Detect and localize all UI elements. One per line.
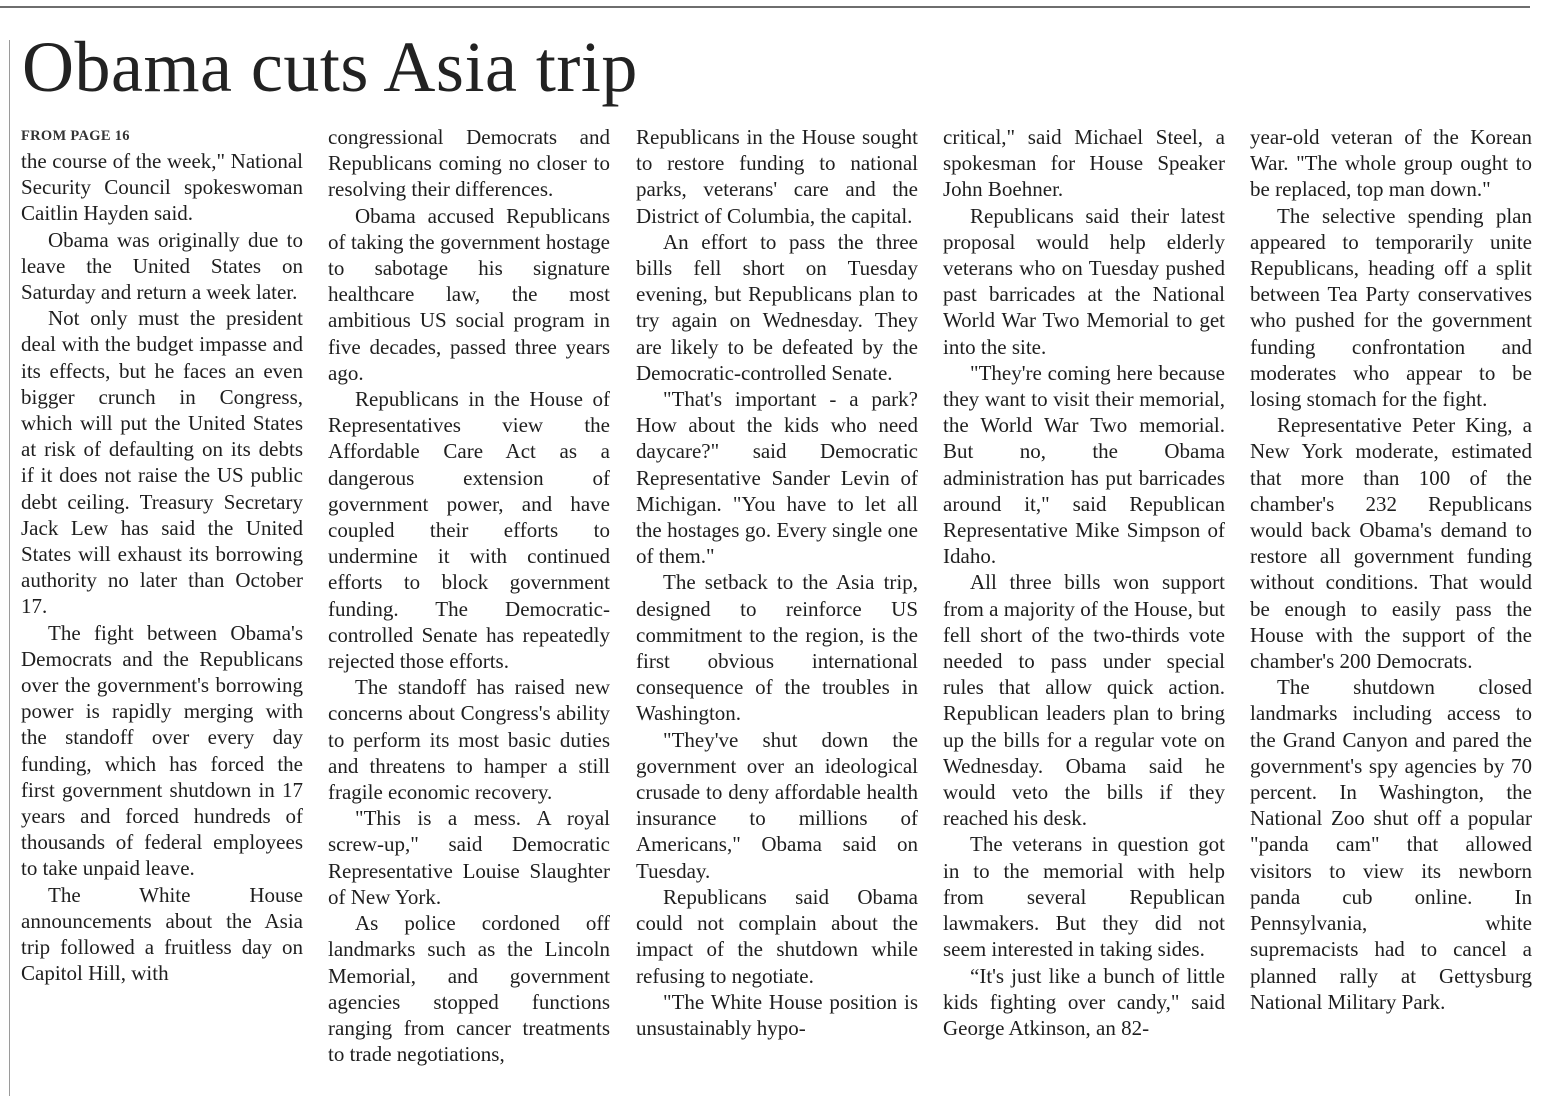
left-column-rule [9, 40, 10, 1096]
article-paragraph: Not only must the president deal with the budget impasse and its effects, but he faces an even bigger crunch in Congress, which will put the United States at risk of defaulting on its debts if it does not raise the US public debt ceiling. Treasury Secretary Jack Lew has said the United States will exhaust its borrowing authority no later than October 17. [21, 306, 303, 619]
article-paragraph: As police cordoned off landmarks such as the Lincoln Memorial, and government agencies stopped functions ranging from cancer treatments to trade negotiations, [328, 911, 610, 1067]
article-paragraph: Obama accused Republicans of taking the government hostage to sabotage his signature healthcare law, the most ambitious US social program in five decades, passed three years ago. [328, 203, 610, 385]
article-paragraph: All three bills won support from a majority of the House, but fell short of the two-thirds vote needed to pass under special rules that allow quick action. Republican leaders plan to bring up the bills for a regular vote on Wednesday. Obama said he would veto the bills if they reached his desk. [943, 570, 1225, 831]
article-column-5 [1250, 124, 1532, 1096]
article-paragraph: Representative Peter King, a New York moderate, estimated that more than 100 of the chamber's 232 Republicans would back Obama's demand to restore all government funding without conditions. That would be enough to easily pass the House with the support of the chamber's 200 Democrats. [1250, 413, 1532, 674]
article-paragraph: The standoff has raised new concerns about Congress's ability to perform its most basic duties and threatens to hamper a still fragile economic recovery. [328, 675, 610, 805]
article-paragraph: The setback to the Asia trip, designed to reinforce US commitment to the region, is the first obvious international consequence of the troubles in Washington. [636, 570, 918, 726]
article-paragraph: "They're coming here because they want to visit their memorial, the World War Two memorial. But no, the Obama administration has put barricades around it," said Republican Representative Mike Simpson of Idaho. [943, 360, 1225, 569]
article-paragraph: "The White House position is unsustainably hypo- [636, 989, 918, 1040]
article-paragraph: Republicans in the House sought to restore funding to national parks, veterans' care and the District of Columbia, the capital. [636, 125, 918, 228]
top-rule [0, 6, 1530, 8]
article-paragraph: Republicans said Obama could not complain about the impact of the shutdown while refusing to negotiate. [636, 884, 918, 988]
article-paragraph: The fight between Obama's Democrats and the Republicans over the government's borrowing power is rapidly merging with the standoff over every day funding, which has forced the first government shutdown in 17 years and forced hundreds of thousands of federal employees to take unpaid leave. [21, 620, 303, 881]
article-column-1 [21, 124, 303, 1096]
article-paragraph: year-old veteran of the Korean War. "The whole group ought to be replaced, top man down." [1250, 125, 1532, 202]
article-paragraph: “It's just like a bunch of little kids fighting over candy," said George Atkinson, an 82- [943, 963, 1225, 1040]
article-paragraph: Republicans said their latest proposal would help elderly veterans who on Tuesday pushed past barricades at the National World War Two Memorial to get into the site. [943, 203, 1225, 359]
article-paragraph: The White House announcements about the Asia trip followed a fruitless day on Capitol Hill, with [21, 882, 303, 986]
article-column-4 [943, 124, 1225, 1096]
article-paragraph: critical," said Michael Steel, a spokesman for House Speaker John Boehner. [943, 125, 1225, 202]
article-paragraph: Obama was originally due to leave the United States on Saturday and return a week later. [21, 227, 303, 305]
article-paragraph: "They've shut down the government over an ideological crusade to deny affordable health insurance to millions of Americans," Obama said on Tuesday. [636, 727, 918, 883]
article-paragraph: Republicans in the House of Representatives view the Affordable Care Act as a dangerous extension of government power, and have coupled their efforts to undermine it with continued efforts to block government funding. The Democratic-controlled Senate has repeatedly rejected those efforts. [328, 387, 610, 674]
article-paragraph: The selective spending plan appeared to temporarily unite Republicans, heading off a split between Tea Party conservatives who pushed for the government funding confrontation and moderates who appear to be losing stomach for the fight. [1250, 203, 1532, 412]
article-paragraph: The veterans in question got in to the memorial with help from several Republican lawmakers. But they did not seem interested in taking sides. [943, 832, 1225, 962]
article-paragraph: congressional Democrats and Republicans coming no closer to resolving their differences. [328, 125, 610, 202]
article-paragraph: An effort to pass the three bills fell short on Tuesday evening, but Republicans plan to try again on Wednesday. They are likely to be defeated by the Democratic-controlled Senate. [636, 229, 918, 385]
article-body [21, 124, 1533, 1096]
jump-kicker: FROM PAGE 16 [21, 128, 130, 144]
article-paragraph: "That's important - a park? How about the kids who need daycare?" said Democratic Representative Sander Levin of Michigan. "You have to let all the hostages go. Every single one of them." [636, 387, 918, 569]
headline: Obama cuts Asia trip [22, 27, 638, 107]
article-column-3 [636, 124, 918, 1096]
article-column-2 [328, 124, 610, 1096]
article-paragraph: The shutdown closed landmarks including access to the Grand Canyon and pared the government's spy agencies by 70 percent. In Washington, the National Zoo shut off a popular "panda cam" that allowed visitors to view its newborn panda cub online. In Pennsylvania, white supremacists had to cancel a planned rally at Gettysburg National Military Park. [1250, 675, 1532, 1014]
article-paragraph: "This is a mess. A royal screw-up," said Democratic Representative Louise Slaughter of New York. [328, 806, 610, 909]
article-paragraph: the course of the week," National Security Council spokeswoman Caitlin Hayden said. [21, 149, 303, 226]
